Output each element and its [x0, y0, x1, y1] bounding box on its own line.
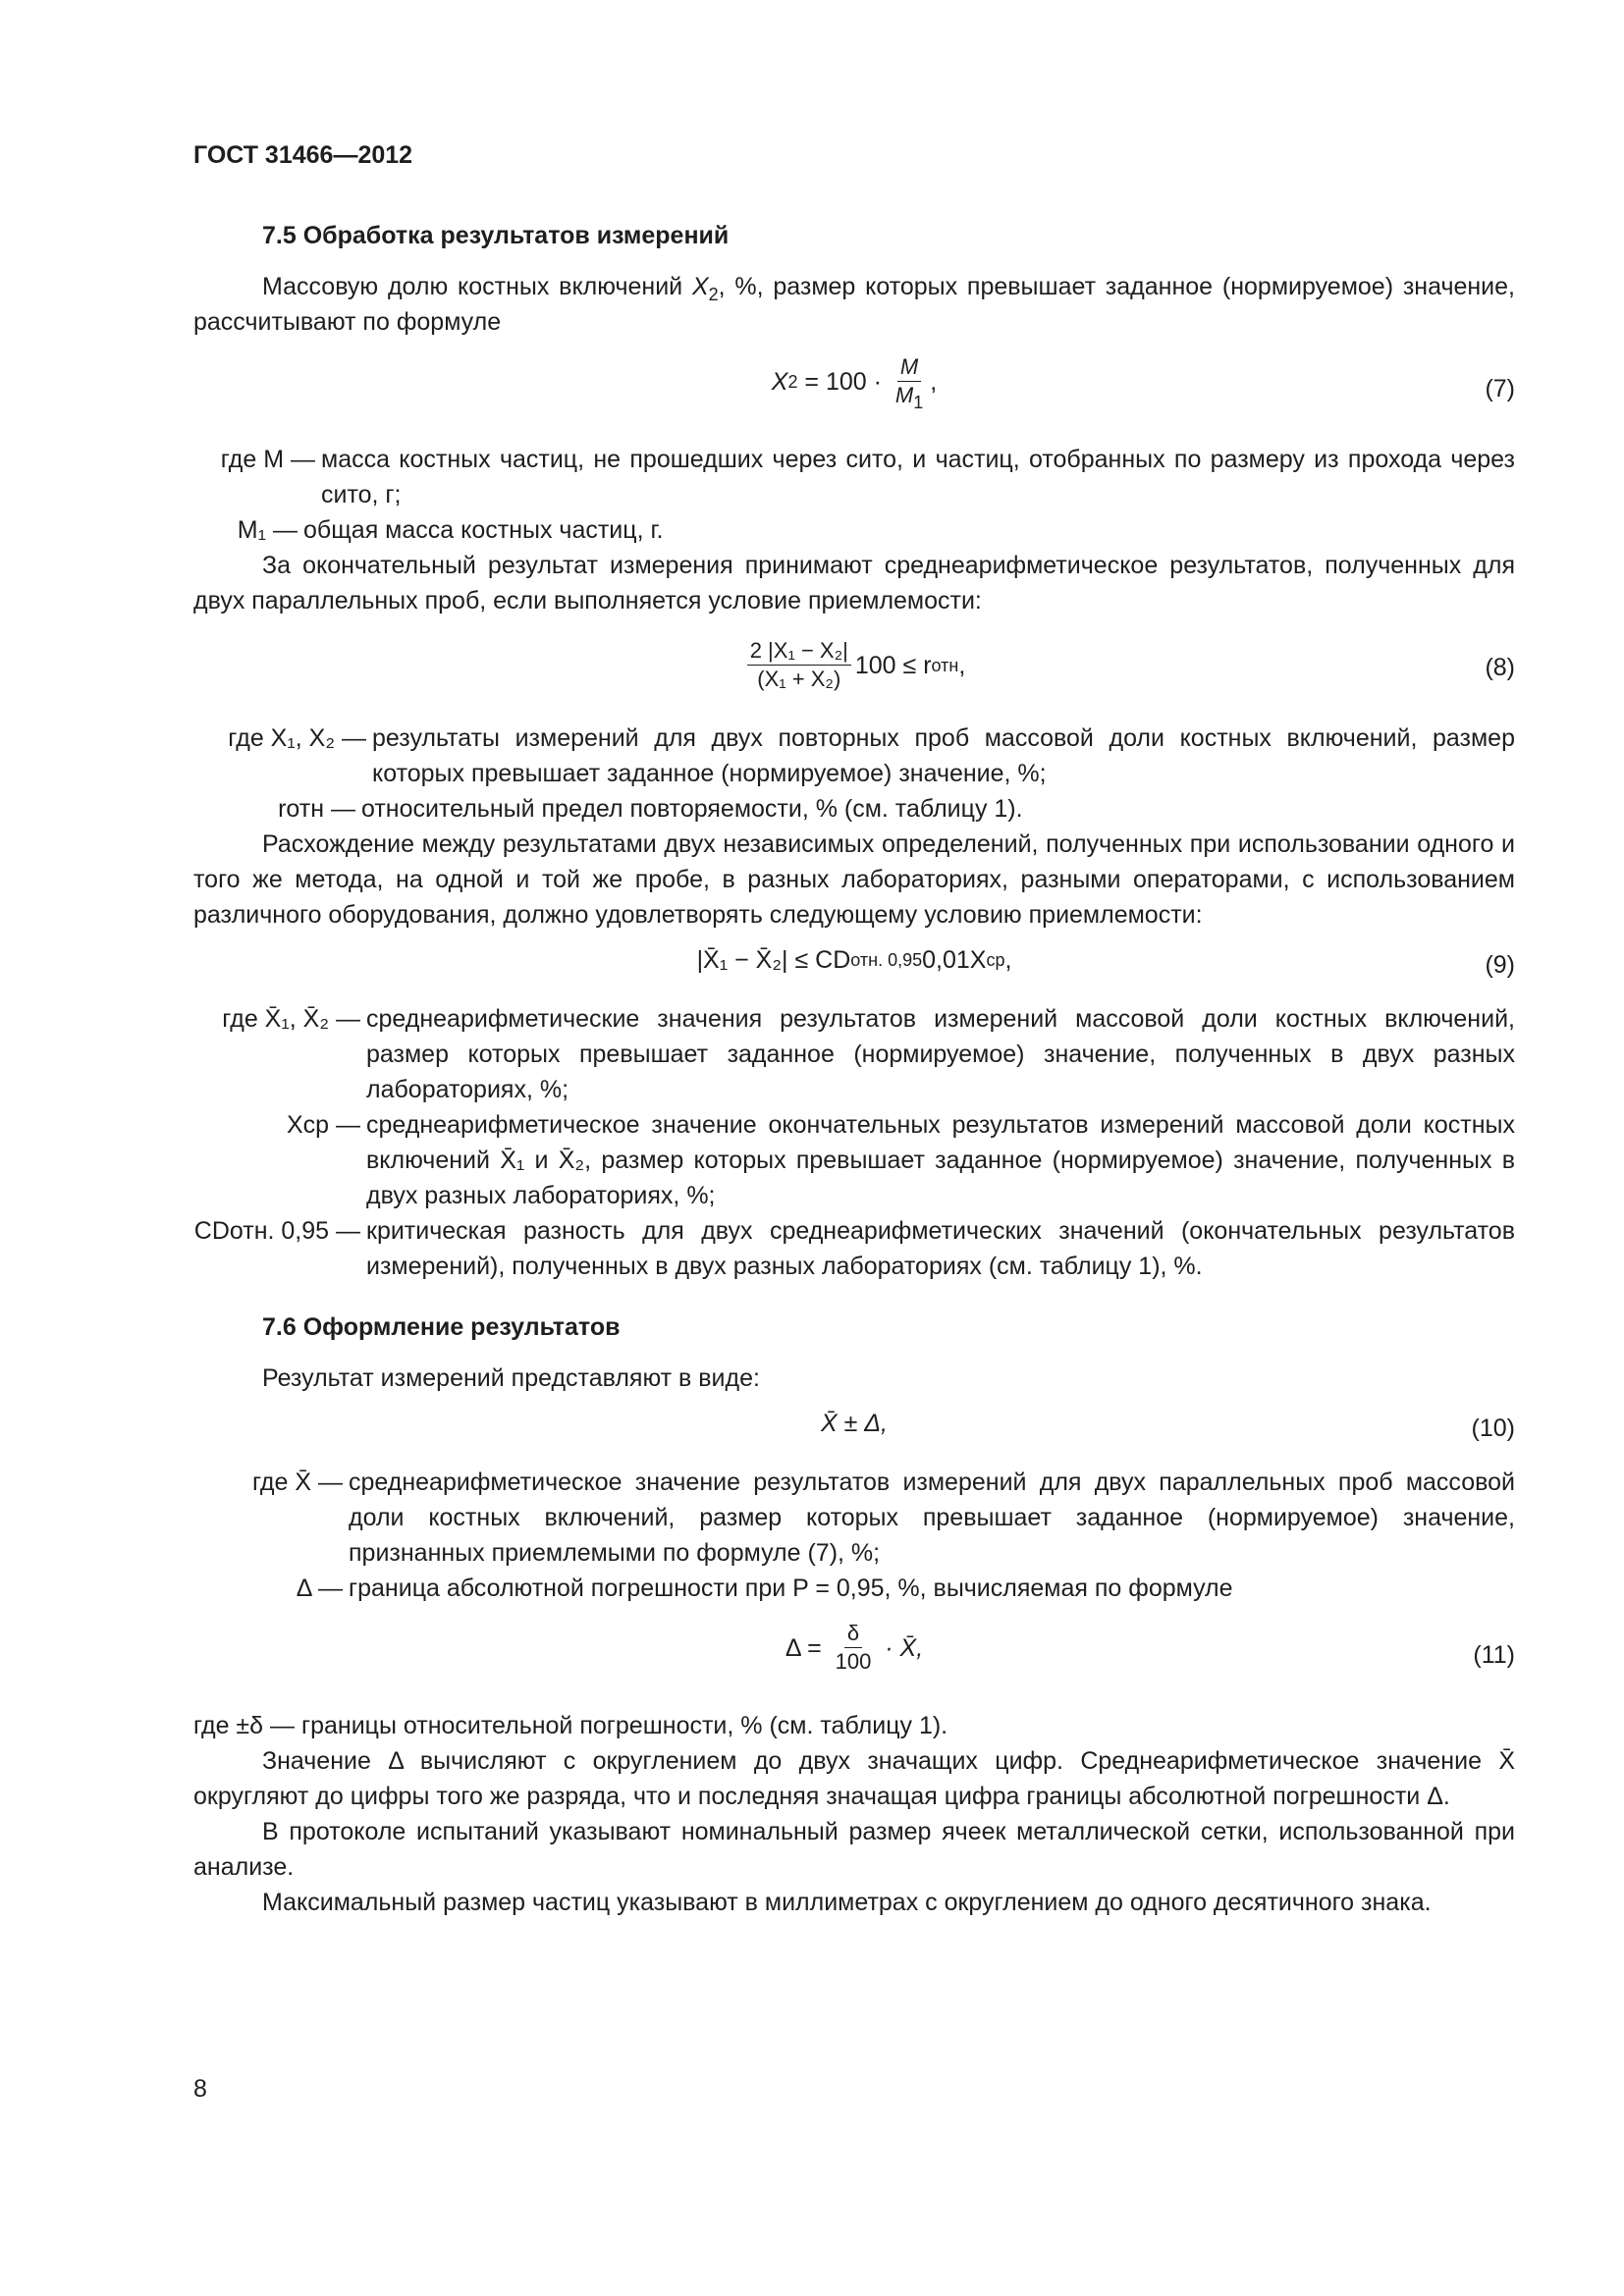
- equation-number-7: (7): [1485, 375, 1515, 402]
- formula-10: X̄ ± Δ, (10): [193, 1406, 1515, 1451]
- equation-number-10: (10): [1471, 1415, 1515, 1442]
- section-7-6-title: 7.6 Оформление результатов: [262, 1313, 621, 1341]
- document-page: [193, 137, 1515, 1920]
- document-header: ГОСТ 31466—2012: [193, 141, 413, 169]
- definitions-10: где X̄ — среднеарифметическое значение результатов измерений для двух параллельных проб массовой доли костных включений, размер которых превышает заданное (нормируемое) значение, признанных приемлемыми по формуле (7), %; Δ — граница абсолютной погрешности при P = 0,95, %, вычисляемая по формуле: [251, 1468, 1515, 1602]
- definitions-7: где M — масса костных частиц, не прошедших через сито, и частиц, отобранных по размеру из прохода через сито, г;: [220, 446, 1515, 508]
- paragraph-final-result: За окончательный результат измерения принимают среднеарифметическое результатов, полученных для двух параллельных проб, если выполняется условие приемлемости:: [193, 552, 1515, 614]
- definitions-9: где X̄₁, X̄₂ — среднеарифметические значения результатов измерений массовой доли костных включений, размер которых превышает заданное (нормируемое) значение, полученных в двух разных лабораториях, %; Xср — среднеарифметическое значение окончательных результатов измерений массовой доли костных включений X̄₁ и X̄₂, размер которых превышает заданное (нормируемое) значение, полученных в двух разных лабораториях, %; CDотн. 0,95 — критическая разность для двух среднеарифметических значений (окончательных результатов измерений), полученных в двух разных лабораториях (см. таблицу 1), %.: [193, 1005, 1515, 1280]
- formula-8: $\frac{\text{2 |X₁ − X₂|}}{\text{(X₁ + X₂)}}$ 100 ≤ r отн , (8): [193, 632, 1515, 703]
- formula-7: X 2 = 100 · $\frac{M}{M_1}$ , (7): [771, 354, 1515, 412]
- section-7-5-title: 7.5 Обработка результатов измерений: [262, 222, 730, 249]
- formula-11: Δ = $\frac{\delta}{100}$ · X̄, (11): [785, 1621, 1515, 1674]
- paragraph-discrepancy: Расхождение между результатами двух независимых определений, полученных при использовании одного и того же метода, на одной и той же пробе, в разных лабораториях, разными операторами, с использованием различного оборудования, должно удовлетворять следующему условию приемлемости:: [193, 830, 1515, 929]
- equation-number-9: (9): [1485, 951, 1515, 979]
- paragraph-max-size: Максимальный размер частиц указывают в миллиметрах с округлением до одного десятичного знака.: [262, 1889, 1432, 1916]
- paragraph-mass-fraction: Массовую долю костных включений $X_2$, %, размер которых превышает заданное (нормируемое) значение, рассчитывают по формуле: [193, 273, 1515, 336]
- definition-11: где ±δ — границы относительной погрешности, % (см. таблицу 1).: [193, 1712, 948, 1739]
- equation-number-8: (8): [1485, 654, 1515, 681]
- formula-9: |X̄₁ − X̄₂| ≤ CD отн. 0,95 0,01X ср , (9): [193, 942, 1515, 988]
- paragraph-rounding: Значение Δ вычисляют с округлением до двух значащих цифр. Среднеарифметическое значение X̄ округляют до цифры того же разряда, что и последняя значащая цифра границы абсолютной погрешности Δ.: [193, 1747, 1515, 1810]
- definitions-8: где X₁, X₂ — результаты измерений для двух повторных проб массовой доли костных включений, размер которых превышает заданное (нормируемое) значение, %;: [228, 724, 1515, 787]
- paragraph-result-form: Результат измерений представляют в виде:: [262, 1364, 760, 1392]
- paragraph-protocol: В протоколе испытаний указывают номинальный размер ячеек металлической сетки, использованной при анализе.: [193, 1818, 1515, 1881]
- definitions-7-m1: M₁ — общая масса костных частиц, г.: [237, 516, 664, 544]
- definitions-8-r: rотн — относительный предел повторяемости, % (см. таблицу 1).: [278, 795, 1023, 823]
- page-number: 8: [193, 2075, 207, 2103]
- equation-number-11: (11): [1473, 1641, 1515, 1669]
